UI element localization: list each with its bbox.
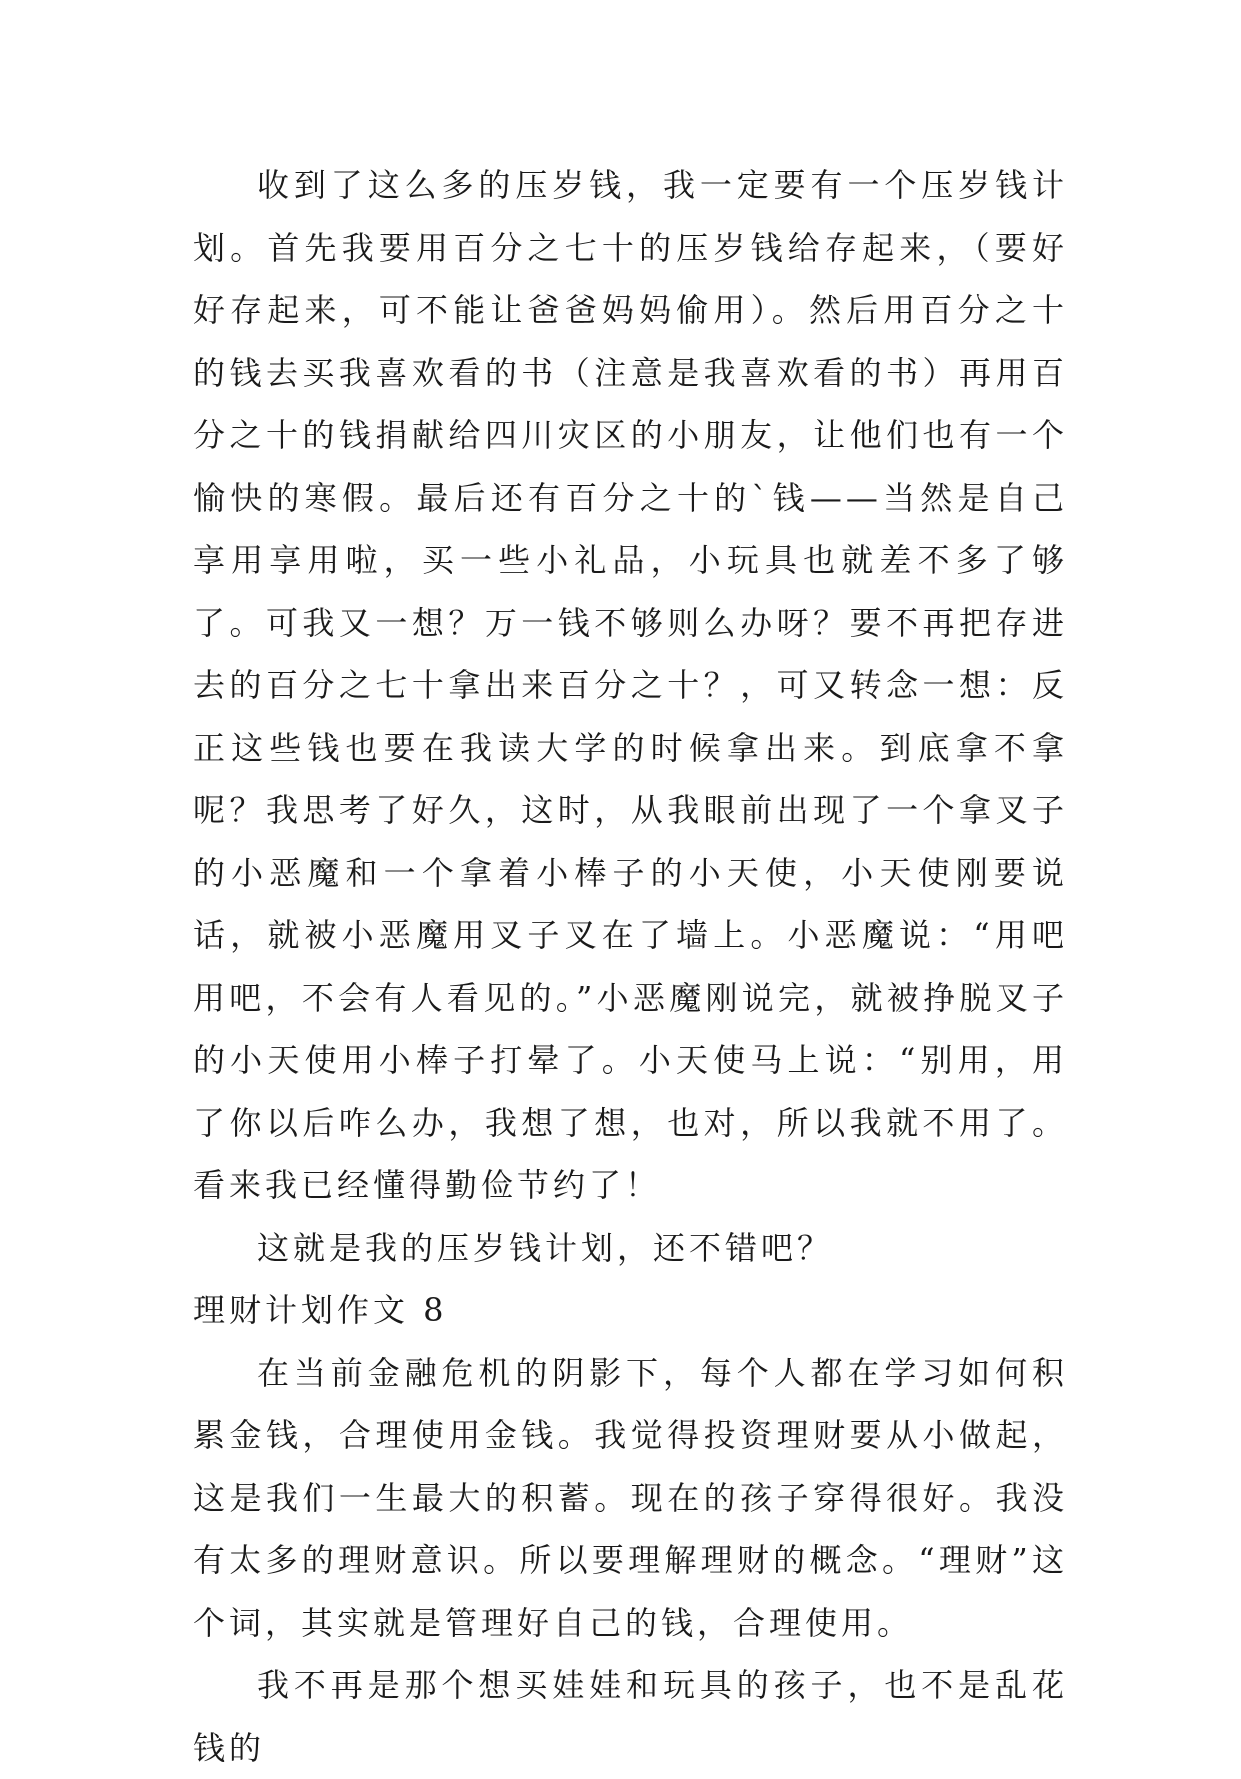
document-body	[193, 154, 1068, 1779]
paragraph-no-longer-child: 我不再是那个想买娃娃和玩具的孩子，也不是乱花钱的	[193, 1666, 1068, 1767]
paragraph-plan-conclusion: 这就是我的压岁钱计划，还不错吧？	[257, 1228, 834, 1267]
paragraph-financial-crisis: 在当前金融危机的阴影下，每个人都在学习如何积累金钱，合理使用金钱。我觉得投资理财要从小做起，这是我们一生最大的积蓄。现在的孩子穿得很好。我没有太多的理财意识。所以要理解理财的概念。“理财”这个词，其实就是管理好自己的钱，合理使用。	[193, 1353, 1068, 1642]
paragraph-red-envelope-plan: 收到了这么多的压岁钱，我一定要有一个压岁钱计划。首先我要用百分之七十的压岁钱给存起来，（要好好存起来，可不能让爸爸妈妈偷用）。然后用百分之十的钱去买我喜欢看的书（注意是我喜欢看的书）再用百分之十的钱捐献给四川灾区的小朋友，让他们也有一个愉快的寒假。最后还有百分之十的`钱——当然是自己享用享用啦，买一些小礼品，小玩具也就差不多了够了。可我又一想？万一钱不够则么办呀？要不再把存进去的百分之七十拿出来百分之十？，可又转念一想：反正这些钱也要在我读大学的时候拿出来。到底拿不拿呢？我思考了好久，这时，从我眼前出现了一个拿叉子的小恶魔和一个拿着小棒子的小天使，小天使刚要说话，就被小恶魔用叉子叉在了墙上。小恶魔说：“用吧用吧，不会有人看见的。”小恶魔刚说完，就被挣脱叉子的小天使用小棒子打晕了。小天使马上说：“别用，用了你以后咋么办，我想了想，也对，所以我就不用了。看来我已经懂得勤俭节约了！	[193, 166, 1068, 1204]
section-title: 理财计划作文 8	[193, 1291, 448, 1329]
